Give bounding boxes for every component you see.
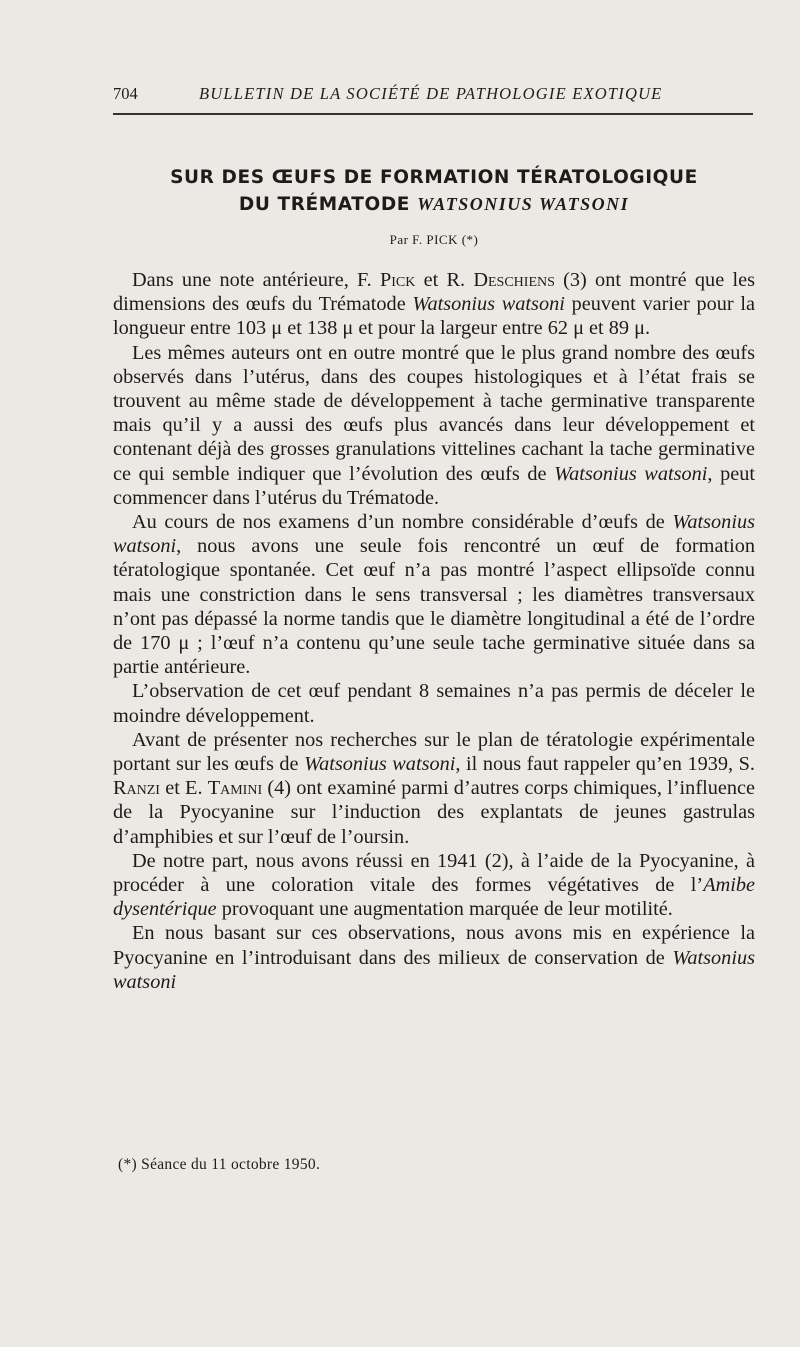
- article-title: [113, 165, 755, 218]
- article-body: [113, 268, 755, 994]
- header-rule: [113, 113, 753, 115]
- species-name: Watsonius watsoni: [113, 511, 755, 558]
- title-line-2: [113, 191, 755, 218]
- journal-title: BULLETIN DE LA SOCIÉTÉ DE PATHOLOGIE EXOTIQUE: [199, 84, 663, 103]
- paragraph-7: En nous basant sur ces observations, nous avons mis en expérience la Pyocyanine en l’introduisant dans des milieux de conservation de Watsonius watsoni: [113, 922, 755, 993]
- species-name: Watsonius watsoni: [412, 293, 565, 316]
- paragraph-3: Au cours de nos examens d’un nombre considérable d’œufs de Watsonius watsoni, nous avons une seule fois rencontré un œuf de formation tératologique spontanée. Cet œuf n’a pas montré l’aspect ellipsoïde connu mais une constriction dans le sens transversal ; les diamètres transversaux n’ont pas dépassé la norme tandis que le diamètre longitudinal a été de l’ordre de 170 μ ; l’œuf n’a contenu qu’une seule tache germinative située dans sa partie antérieure.: [113, 511, 755, 679]
- page-number: 704: [113, 84, 138, 103]
- author-name: Ranzi: [113, 777, 160, 800]
- title-species: WATSONIUS WATSONI: [417, 194, 630, 214]
- author-name: Pick: [379, 269, 416, 291]
- footnote: (*) Séance du 11 octobre 1950.: [118, 1156, 321, 1173]
- title-line-1: SUR DES ŒUFS DE FORMATION TÉRATOLOGIQUE: [170, 167, 698, 188]
- species-name: Watsonius watsoni: [554, 462, 708, 485]
- byline: Par F. PICK (*): [389, 232, 479, 247]
- running-head: [113, 80, 755, 110]
- paragraph-6: De notre part, nous avons réussi en 1941 (2), à l’aide de la Pyocyanine, à procéder à une coloration vitale des formes végétatives de l’Amibe dysentérique provoquant une augmentation marquée de leur motilité.: [113, 849, 755, 921]
- species-name: Watsonius watsoni: [304, 753, 456, 776]
- paragraph-5: Avant de présenter nos recherches sur le plan de tératologie expérimentale portant sur les œufs de Watsonius watsoni, il nous faut rappeler qu’en 1939, S. Ranzi et E. Tamini (4) ont examiné parmi d’autres corps chimiques, l’influence de la Pyocyanine sur l’induction des explantats de jeunes gastrulas d’amphibies et sur l’œuf de l’oursin.: [113, 728, 755, 848]
- paragraph-4: L’observation de cet œuf pendant 8 semaines n’a pas permis de déceler le moindre développement.: [113, 680, 755, 727]
- organism-name: Amibe dysentérique: [113, 874, 755, 921]
- paragraph-1: Dans une note antérieure, F. Pick et R. Deschiens (3) ont montré que les dimensions des œufs du Trématode Watsonius watsoni peuvent varier pour la longueur entre 103 μ et 138 μ et pour la largeur entre 62 μ et 89 μ.: [113, 269, 755, 340]
- author-name: Tamini: [207, 777, 263, 800]
- paragraph-2: Les mêmes auteurs ont en outre montré que le plus grand nombre des œufs observés dans l’utérus, dans des coupes histologiques et à l’état frais se trouvent au même stade de développement à tache germinative transparente mais qu’il y a aussi des œufs plus avancés dans leur développement et contenant déjà des grosses granulations vittelines cachant la tache germinative ce qui semble indiquer que l’évolution des œufs de Watsonius watsoni, peut commencer dans l’utérus du Trématode.: [113, 341, 755, 509]
- title-prefix: DU TRÉMATODE: [238, 194, 411, 215]
- species-name: Watsonius watsoni: [113, 946, 755, 993]
- author-name: Deschiens: [473, 269, 555, 291]
